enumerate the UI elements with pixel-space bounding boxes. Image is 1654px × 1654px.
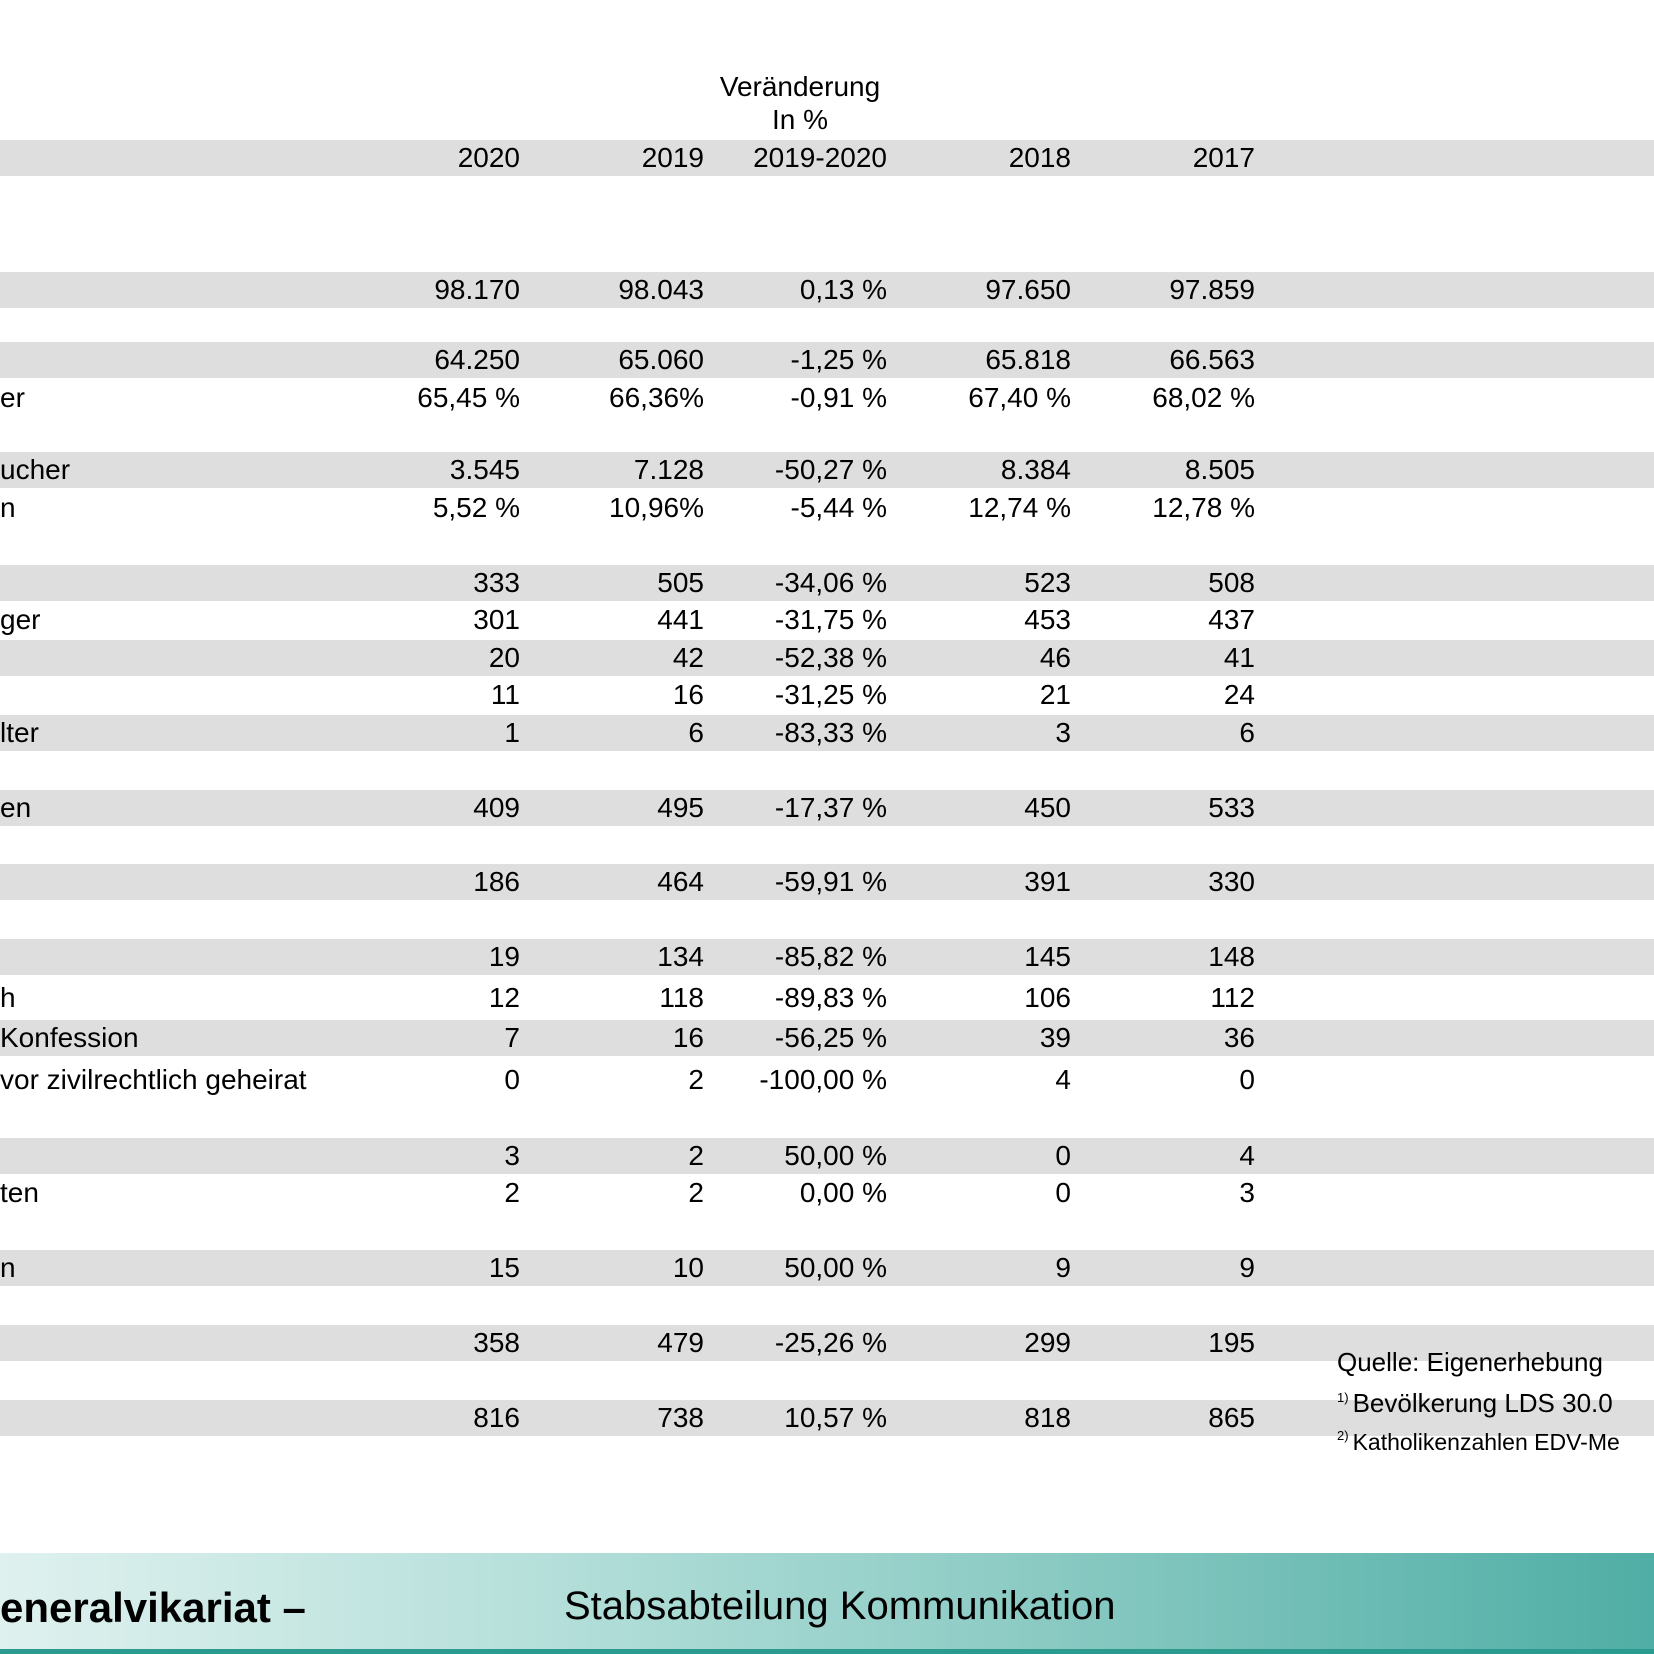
- value-2020: 65,45 %: [417, 382, 520, 413]
- value-change: -85,82 %: [774, 941, 887, 972]
- value-2019: 7.128: [633, 454, 704, 485]
- value-2020: 64.250: [434, 344, 520, 375]
- footnote-1: [1337, 1380, 1613, 1421]
- footnote-2-text: Katholikenzahlen EDV-Me: [1352, 1429, 1620, 1455]
- value-2020: 816: [473, 1402, 520, 1433]
- value-2018: 523: [1024, 567, 1071, 598]
- value-2018: 46: [1039, 642, 1071, 673]
- value-2018: 299: [1024, 1327, 1071, 1358]
- value-2020: 2: [504, 1177, 520, 1208]
- value-2020: 333: [473, 567, 520, 598]
- value-2019: 66,36%: [609, 382, 704, 413]
- value-2018: 65.818: [985, 344, 1071, 375]
- value-2018: 3: [1055, 717, 1071, 748]
- value-2018: 145: [1024, 941, 1071, 972]
- value-change: -59,91 %: [774, 866, 887, 897]
- value-2020: 0: [504, 1064, 520, 1095]
- value-2019: 2: [688, 1064, 704, 1095]
- header-2019: 2019: [641, 142, 704, 173]
- value-2018: 97.650: [985, 274, 1071, 305]
- header-change: 2019-2020: [753, 142, 887, 173]
- value-2020: 19: [488, 941, 520, 972]
- value-2017: 112: [1210, 982, 1255, 1013]
- value-change: 0,00 %: [799, 1177, 887, 1208]
- value-change: -1,25 %: [790, 344, 887, 375]
- row-label: n: [0, 1252, 16, 1283]
- value-2020: 98.170: [434, 274, 520, 305]
- change-heading-line1: Veränderung: [719, 71, 881, 102]
- value-2018: 4: [1055, 1064, 1071, 1095]
- value-2019: 65.060: [618, 344, 704, 375]
- row-label: Konfession: [0, 1022, 139, 1053]
- value-2020: 15: [488, 1252, 520, 1283]
- row-label: lter: [0, 717, 39, 748]
- row-label: er: [0, 382, 25, 413]
- value-2017: 97.859: [1169, 274, 1255, 305]
- change-column-heading: [700, 70, 900, 136]
- row-label: ger: [0, 604, 41, 635]
- value-2019: 738: [657, 1402, 704, 1433]
- change-heading-line2: In %: [771, 104, 829, 135]
- value-2020: 358: [473, 1327, 520, 1358]
- footnote-2-mark: 2): [1337, 1428, 1349, 1443]
- value-2020: 3: [504, 1140, 520, 1171]
- value-2018: 0: [1055, 1177, 1071, 1208]
- value-change: 50,00 %: [784, 1252, 887, 1283]
- value-2020: 11: [490, 679, 520, 710]
- value-2020: 1: [504, 717, 520, 748]
- value-2017: 4: [1239, 1140, 1255, 1171]
- footnote-1-text: Bevölkerung LDS 30.0: [1352, 1388, 1613, 1418]
- value-2018: 0: [1055, 1140, 1071, 1171]
- row-label: vor zivilrechtlich geheirat: [0, 1064, 307, 1095]
- footer-org-name: eneralvikariat –: [0, 1584, 306, 1631]
- value-2017: 36: [1223, 1022, 1255, 1053]
- value-2020: 5,52 %: [432, 492, 520, 523]
- value-2018: 67,40 %: [968, 382, 1071, 413]
- value-2018: 12,74 %: [968, 492, 1071, 523]
- value-2018: 8.384: [1000, 454, 1071, 485]
- value-2017: 6: [1239, 717, 1255, 748]
- value-change: -56,25 %: [774, 1022, 887, 1053]
- value-2018: 106: [1024, 982, 1071, 1013]
- row-label: n: [0, 492, 16, 523]
- value-change: 10,57 %: [784, 1402, 887, 1433]
- value-2019: 464: [657, 866, 704, 897]
- footer-banner: [0, 1553, 1654, 1654]
- value-2020: 409: [473, 792, 520, 823]
- value-2017: 12,78 %: [1152, 492, 1255, 523]
- value-2017: 330: [1208, 866, 1255, 897]
- value-2017: 865: [1208, 1402, 1255, 1433]
- value-2020: 186: [473, 866, 520, 897]
- value-change: -25,26 %: [774, 1327, 887, 1358]
- value-2019: 118: [659, 982, 704, 1013]
- value-2019: 6: [688, 717, 704, 748]
- value-2018: 21: [1039, 679, 1071, 710]
- value-2019: 10,96%: [609, 492, 704, 523]
- value-2018: 391: [1024, 866, 1071, 897]
- value-change: -17,37 %: [774, 792, 887, 823]
- value-2017: 3: [1239, 1177, 1255, 1208]
- value-2019: 98.043: [618, 274, 704, 305]
- row-label: h: [0, 982, 16, 1013]
- value-change: -50,27 %: [774, 454, 887, 485]
- footer-accent-line: [0, 1649, 1654, 1654]
- value-2017: 24: [1223, 679, 1255, 710]
- row-label: ten: [0, 1177, 39, 1208]
- value-2020: 7: [504, 1022, 520, 1053]
- value-2017: 508: [1208, 567, 1255, 598]
- value-change: -0,91 %: [790, 382, 887, 413]
- value-2020: 301: [473, 604, 520, 635]
- value-change: -34,06 %: [774, 567, 887, 598]
- value-2017: 41: [1223, 642, 1255, 673]
- value-2019: 505: [657, 567, 704, 598]
- value-2017: 8.505: [1184, 454, 1255, 485]
- value-2020: 3.545: [449, 454, 520, 485]
- value-change: -83,33 %: [774, 717, 887, 748]
- footer-department: Stabsabteilung Kommunikation: [564, 1584, 1116, 1628]
- value-2020: 12: [488, 982, 520, 1013]
- value-change: 0,13 %: [799, 274, 887, 305]
- value-2019: 10: [672, 1252, 704, 1283]
- value-2019: 495: [657, 792, 704, 823]
- value-2019: 16: [672, 679, 704, 710]
- value-change: -31,25 %: [774, 679, 887, 710]
- value-change: 50,00 %: [784, 1140, 887, 1171]
- value-2019: 16: [672, 1022, 704, 1053]
- value-change: -52,38 %: [774, 642, 887, 673]
- value-2017: 66.563: [1169, 344, 1255, 375]
- value-2017: 68,02 %: [1152, 382, 1255, 413]
- value-change: -89,83 %: [774, 982, 887, 1013]
- value-2019: 441: [657, 604, 704, 635]
- row-label: en: [0, 792, 32, 823]
- value-2019: 2: [688, 1140, 704, 1171]
- value-2019: 42: [672, 642, 704, 673]
- header-2020: 2020: [457, 142, 520, 173]
- value-2018: 818: [1024, 1402, 1071, 1433]
- value-2017: 0: [1239, 1064, 1255, 1095]
- value-2017: 437: [1208, 604, 1255, 635]
- value-2019: 479: [657, 1327, 704, 1358]
- value-change: -100,00 %: [759, 1064, 887, 1095]
- value-2017: 195: [1208, 1327, 1255, 1358]
- value-change: -31,75 %: [774, 604, 887, 635]
- value-2017: 148: [1208, 941, 1255, 972]
- value-2018: 39: [1039, 1022, 1071, 1053]
- value-2019: 134: [657, 941, 704, 972]
- value-2017: 9: [1239, 1252, 1255, 1283]
- row-label: ucher: [0, 454, 71, 485]
- header-2017: 2017: [1192, 142, 1255, 173]
- value-change: -5,44 %: [790, 492, 887, 523]
- source-note: Quelle: Eigenerhebung: [1337, 1347, 1603, 1377]
- footnote-1-mark: 1): [1337, 1390, 1349, 1405]
- value-2017: 533: [1208, 792, 1255, 823]
- value-2018: 450: [1024, 792, 1071, 823]
- value-2019: 2: [688, 1177, 704, 1208]
- value-2018: 453: [1024, 604, 1071, 635]
- value-2018: 9: [1055, 1252, 1071, 1283]
- header-2018: 2018: [1008, 142, 1071, 173]
- footnote-2: [1337, 1418, 1620, 1460]
- value-2020: 20: [488, 642, 520, 673]
